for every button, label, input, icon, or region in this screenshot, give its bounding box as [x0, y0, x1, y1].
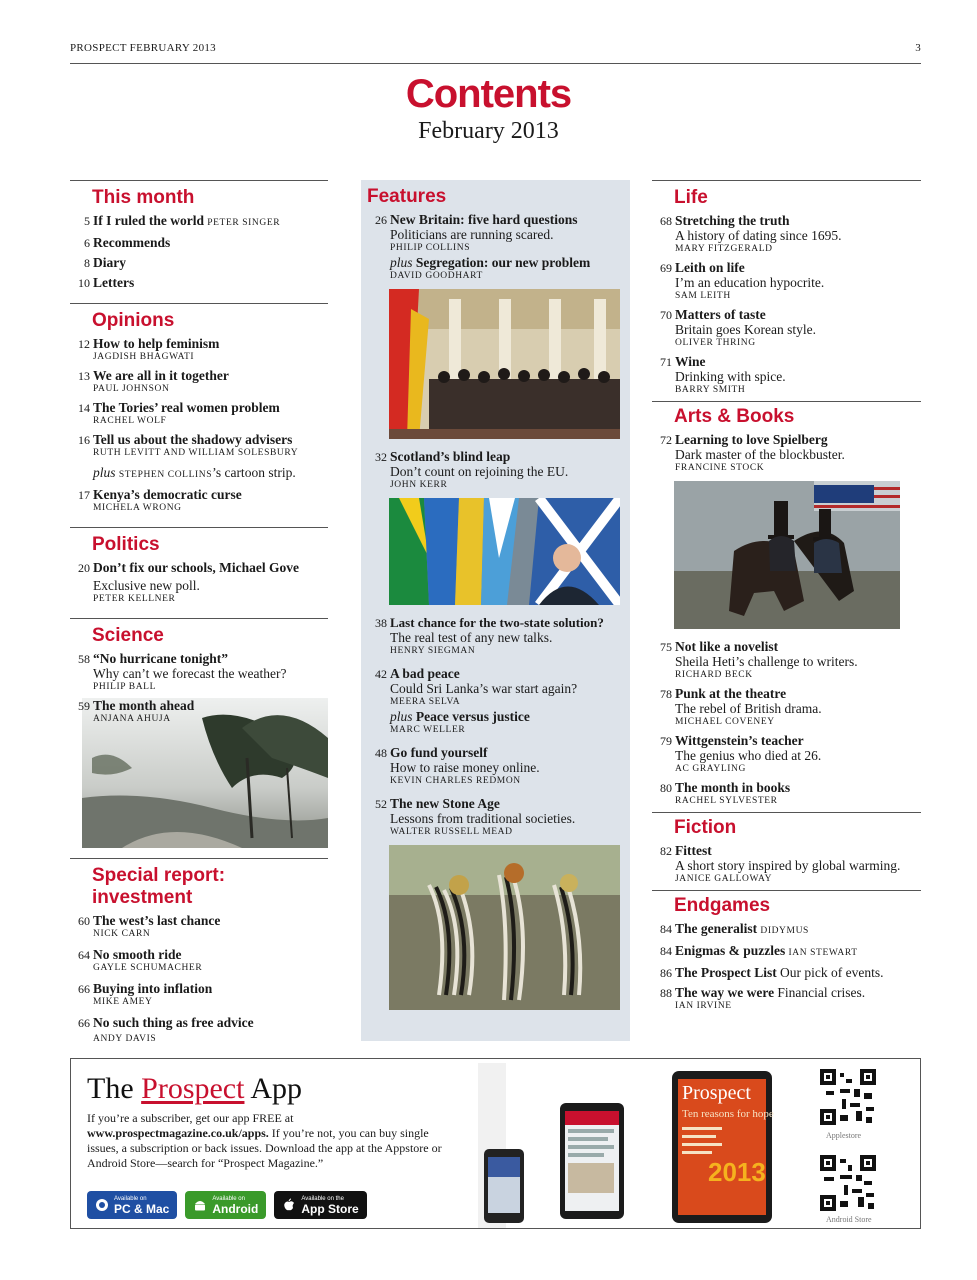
plus-line [93, 465, 328, 483]
badge-large-text: Android [212, 1201, 259, 1216]
header-issue: PROSPECT FEBRUARY 2013 [70, 42, 216, 54]
entry-title: Letters [93, 275, 135, 290]
page-ref: 16 [78, 433, 90, 447]
page-ref: 86 [660, 966, 672, 980]
toc-entry[interactable] [367, 449, 624, 492]
page-ref: 66 [78, 982, 90, 996]
page-ref: 84 [660, 944, 672, 958]
entry-author: PETER KELLNER [93, 594, 176, 604]
applestore-qr-icon[interactable] [820, 1069, 876, 1125]
toc-entry[interactable] [70, 368, 328, 396]
citizenship-ceremony-photo [389, 289, 624, 439]
plus-label: plus [93, 465, 116, 480]
section-this-month [70, 180, 328, 291]
section-life [652, 180, 921, 397]
entry-subtitle: Drinking with spice. [675, 369, 786, 384]
entry-author: KEVIN CHARLES REDMON [390, 776, 521, 786]
entry-subtitle: Exclusive new poll. [93, 578, 200, 593]
entry-title: Learning to love Spielberg [675, 432, 828, 447]
android-badge[interactable] [185, 1191, 266, 1219]
scotland-flags-photo [389, 498, 624, 605]
section-heading: Endgames [674, 895, 771, 916]
devices-illustration [476, 1063, 886, 1228]
entry-author: ANJANA AHUJA [93, 714, 171, 724]
applestore-label: Applestore [826, 1131, 862, 1140]
toc-entry[interactable] [70, 698, 194, 726]
entry-title: Don’t fix our schools, Michael Gove [93, 560, 299, 575]
page-ref: 59 [78, 699, 90, 713]
features-column [361, 180, 630, 1041]
entry-author: MIKE AMEY [93, 997, 153, 1007]
badge-large-text: PC & Mac [114, 1201, 170, 1216]
toc-entry[interactable] [652, 843, 921, 886]
entry-title: Stretching the truth [675, 213, 790, 228]
toc-entry[interactable] [652, 260, 921, 303]
android-icon [193, 1198, 207, 1212]
entry-title: The west’s last chance [93, 913, 221, 928]
page-ref: 58 [78, 652, 90, 666]
plus-title: Segregation: our new problem [415, 255, 591, 270]
entry-title: The generalist [675, 921, 758, 936]
entry-author: RACHEL WOLF [93, 416, 167, 426]
page-ref: 84 [660, 922, 672, 936]
section-heading: Life [674, 187, 708, 208]
issue-date: February 2013 [418, 118, 559, 144]
toc-entry[interactable] [652, 965, 921, 981]
right-column [652, 180, 921, 1017]
page-ref: 17 [78, 488, 90, 502]
entry-subtitle: A short story inspired by global warming. [675, 858, 901, 873]
app-store-badge[interactable] [274, 1191, 366, 1219]
tablet-cover-line: Ten reasons for hope [682, 1108, 774, 1120]
entry-author: OLIVER THRING [675, 338, 756, 348]
entry-title: No such thing as free advice [93, 1015, 254, 1030]
entry-author: HENRY SIEGMAN [390, 646, 476, 656]
entry-author: DIDYMUS [760, 926, 809, 936]
app-title-brand: Prospect [141, 1072, 245, 1105]
plus-text: ’s cartoon strip. [212, 465, 296, 480]
android-store-qr-icon[interactable] [820, 1155, 876, 1211]
page-ref: 64 [78, 948, 90, 962]
entry-title: Tell us about the shadowy advisers [93, 432, 293, 447]
page-ref: 6 [84, 236, 90, 250]
section-special-report [70, 858, 328, 1046]
page-ref: 20 [78, 561, 90, 575]
toc-entry[interactable] [367, 212, 624, 283]
toc-entry[interactable] [652, 985, 921, 1013]
badge-small-text: Available on [212, 1195, 245, 1202]
page-ref: 79 [660, 734, 672, 748]
entry-title: Punk at the theatre [675, 686, 787, 701]
entry-title: Scotland’s blind leap [390, 449, 511, 464]
lincoln-film-still-photo [674, 481, 921, 629]
entry-subtitle: The real test of any new talks. [390, 630, 553, 645]
entry-title: The way we were [675, 985, 775, 1000]
toc-entry[interactable] [652, 432, 921, 475]
page-ref: 5 [84, 214, 90, 228]
app-description [87, 1111, 457, 1171]
toc-entry[interactable] [70, 213, 328, 231]
toc-entry[interactable] [70, 235, 328, 251]
entry-author: NICK CARN [93, 929, 151, 939]
toc-entry[interactable] [652, 639, 921, 682]
entry-title: Leith on life [675, 260, 745, 275]
entry-title: The month ahead [93, 698, 195, 713]
page-ref: 72 [660, 433, 672, 447]
page-ref: 71 [660, 355, 672, 369]
entry-title: Recommends [93, 235, 171, 250]
section-heading: Special report: investment [92, 865, 226, 908]
entry-subtitle: How to raise money online. [390, 760, 540, 775]
toc-entry[interactable] [70, 400, 328, 428]
apple-icon [282, 1198, 296, 1212]
entry-title: How to help feminism [93, 336, 220, 351]
entry-title: The Tories’ real women problem [93, 400, 280, 415]
app-title-post: App [250, 1072, 302, 1105]
section-opinions [70, 303, 328, 515]
entry-author: WALTER RUSSELL MEAD [390, 827, 513, 837]
toc-entry[interactable] [70, 487, 328, 515]
entry-author: FRANCINE STOCK [675, 463, 765, 473]
entry-inline-text: Financial crises. [777, 985, 866, 1000]
entry-author: JOHN KERR [390, 480, 448, 490]
toc-entry[interactable] [652, 733, 921, 776]
toc-entry[interactable] [652, 780, 921, 808]
toc-entry[interactable] [367, 796, 624, 839]
entry-subtitle: The genius who died at 26. [675, 748, 822, 763]
toc-entry[interactable] [70, 560, 328, 606]
title-block [0, 70, 977, 144]
entry-subtitle: The rebel of British drama. [675, 701, 822, 716]
plus-title: Peace versus justice [415, 709, 530, 724]
entry-title: Fittest [675, 843, 712, 858]
app-title [87, 1071, 302, 1107]
page-ref: 13 [78, 369, 90, 383]
app-text-1: If you’re a subscriber, get our app FREE at [87, 1111, 294, 1125]
toc-entry[interactable] [70, 1015, 328, 1046]
section-fiction [652, 812, 921, 886]
page-ref: 52 [375, 797, 387, 811]
entry-title: Last chance for the two-state solution? [390, 615, 604, 630]
toc-entry[interactable] [70, 651, 328, 694]
entry-author: MEERA SELVA [390, 697, 461, 707]
toc-entry[interactable] [652, 921, 921, 939]
section-science [70, 618, 328, 848]
entry-author: PHILIP BALL [93, 682, 156, 692]
entry-author: MICHELA WRONG [93, 503, 182, 513]
entry-author: RUTH LEVITT AND WILLIAM SOLESBURY [93, 448, 299, 458]
toc-entry[interactable] [70, 913, 328, 941]
page-ref: 8 [84, 256, 90, 270]
page-ref: 68 [660, 214, 672, 228]
toc-entry[interactable] [652, 354, 921, 397]
page-ref: 14 [78, 401, 90, 415]
toc-entry[interactable] [70, 981, 328, 1009]
toc-entry[interactable] [367, 615, 624, 658]
page-ref: 70 [660, 308, 672, 322]
left-column [70, 180, 328, 1050]
plus-line [390, 709, 624, 724]
entry-subtitle: A history of dating since 1695. [675, 228, 842, 243]
entry-subtitle: Dark master of the blockbuster. [675, 447, 845, 462]
entry-title: No smooth ride [93, 947, 182, 962]
page-ref: 88 [660, 986, 672, 1000]
store-badges [87, 1191, 367, 1219]
tablet-brand: Prospect [682, 1082, 751, 1104]
page-ref: 80 [660, 781, 672, 795]
entry-author: BARRY SMITH [675, 385, 746, 395]
toc-entry[interactable] [367, 666, 624, 737]
entry-author: IAN IRVINE [675, 1001, 732, 1011]
entry-title: New Britain: five hard questions [390, 212, 578, 227]
page-ref: 48 [375, 746, 387, 760]
badge-small-text: Available on the [301, 1195, 344, 1202]
entry-title: Not like a novelist [675, 639, 779, 654]
page-title: Contents [405, 72, 572, 116]
app-text-2: If you’re not, you can buy single issues, a subscription or back issues. Download the app at the Appstore or Android Store—search for “Prospect Magazine.” [87, 1126, 442, 1170]
entry-author: GAYLE SCHUMACHER [93, 963, 203, 973]
section-heading: Science [92, 625, 164, 646]
page-ref: 26 [375, 213, 387, 227]
entry-subtitle: I’m an education hypocrite. [675, 275, 825, 290]
entry-author: ANDY DAVIS [93, 1034, 157, 1044]
toc-entry[interactable] [70, 255, 328, 271]
tablet-year: 2013 [708, 1157, 766, 1187]
hurricane-photo [78, 698, 328, 848]
plus-label: plus [390, 255, 413, 270]
section-arts-books [652, 401, 921, 808]
entry-title: A bad peace [390, 666, 460, 681]
entry-title: The month in books [675, 780, 791, 795]
entry-title: Enigmas & puzzles [675, 943, 786, 958]
entry-title: If I ruled the world [93, 213, 204, 228]
page-ref: 12 [78, 337, 90, 351]
toc-entry[interactable] [652, 943, 921, 961]
toc-entry[interactable] [367, 745, 624, 788]
toc-entry[interactable] [70, 432, 328, 483]
entry-subtitle: Why can’t we forecast the weather? [93, 666, 287, 681]
pc-mac-badge[interactable] [87, 1191, 177, 1219]
entry-author: AC GRAYLING [675, 764, 746, 774]
section-heading: Arts & Books [674, 406, 795, 427]
toc-entry[interactable] [70, 275, 328, 291]
plus-line [390, 255, 624, 270]
section-heading: This month [92, 187, 195, 208]
page-ref: 38 [375, 616, 387, 630]
section-heading: Politics [92, 534, 160, 555]
toc-entry[interactable] [70, 336, 328, 364]
entry-subtitle: Politicians are running scared. [390, 227, 554, 242]
entry-title: Diary [93, 255, 126, 270]
page-ref: 69 [660, 261, 672, 275]
toc-entry[interactable] [652, 686, 921, 729]
entry-author: PETER SINGER [207, 218, 281, 228]
running-header [70, 42, 921, 64]
android-store-label: Android Store [826, 1215, 872, 1224]
plus-author: STEPHEN COLLINS [118, 470, 213, 480]
plus-author: DAVID GOODHART [390, 271, 483, 281]
toc-entry[interactable] [70, 947, 328, 975]
section-heading: Opinions [92, 310, 175, 331]
entry-subtitle: Could Sri Lanka’s war start again? [390, 681, 578, 696]
entry-subtitle: Lessons from traditional societies. [390, 811, 576, 826]
entry-title: The Prospect List [675, 965, 777, 980]
page-ref: 10 [78, 276, 90, 290]
page-ref: 42 [375, 667, 387, 681]
page-ref: 82 [660, 844, 672, 858]
entry-author: JAGDISH BHAGWATI [93, 352, 195, 362]
entry-author: JANICE GALLOWAY [675, 874, 773, 884]
entry-title: “No hurricane tonight” [93, 651, 228, 666]
toc-entry[interactable] [652, 213, 921, 256]
page-ref: 32 [375, 450, 387, 464]
page-number: 3 [915, 42, 921, 54]
entry-title: We are all in it together [93, 368, 229, 383]
entry-author: RACHEL SYLVESTER [675, 796, 778, 806]
entry-subtitle: Sheila Heti’s challenge to writers. [675, 654, 858, 669]
entry-subtitle: Britain goes Korean style. [675, 322, 816, 337]
toc-entry[interactable] [652, 307, 921, 350]
pc-mac-icon [95, 1198, 109, 1212]
entry-inline-text: Our pick of events. [780, 965, 884, 980]
entry-author: MICHAEL COVENEY [675, 717, 775, 727]
entry-author: MARY FITZGERALD [675, 244, 773, 254]
page-ref: 66 [78, 1016, 90, 1030]
entry-title: Buying into inflation [93, 981, 213, 996]
entry-title: Wine [675, 354, 706, 369]
page-ref: 78 [660, 687, 672, 701]
page-ref: 60 [78, 914, 90, 928]
app-link[interactable]: www.prospectmagazine.co.uk/apps. [87, 1126, 269, 1140]
entry-author: IAN STEWART [788, 948, 858, 958]
entry-author: RICHARD BECK [675, 670, 753, 680]
entry-title: Wittgenstein’s teacher [675, 733, 804, 748]
app-title-pre: The [87, 1072, 134, 1105]
page-ref: 75 [660, 640, 672, 654]
entry-author: PAUL JOHNSON [93, 384, 170, 394]
section-heading: Features [367, 186, 447, 207]
entry-author: PHILIP COLLINS [390, 243, 471, 253]
badge-large-text: App Store [301, 1201, 359, 1216]
section-endgames [652, 890, 921, 1013]
entry-title: The new Stone Age [390, 796, 500, 811]
plus-author: MARC WELLER [390, 725, 466, 735]
section-heading: Fiction [674, 817, 737, 838]
entry-title: Matters of taste [675, 307, 766, 322]
entry-subtitle: Don’t count on rejoining the EU. [390, 464, 569, 479]
entry-title: Kenya’s democratic curse [93, 487, 242, 502]
entry-author: SAM LEITH [675, 291, 731, 301]
badge-small-text: Available on [114, 1195, 147, 1202]
tribal-dancers-photo [389, 845, 624, 1010]
plus-label: plus [390, 709, 413, 724]
entry-title: Go fund yourself [390, 745, 488, 760]
section-politics [70, 527, 328, 606]
app-promo-box [70, 1058, 921, 1229]
